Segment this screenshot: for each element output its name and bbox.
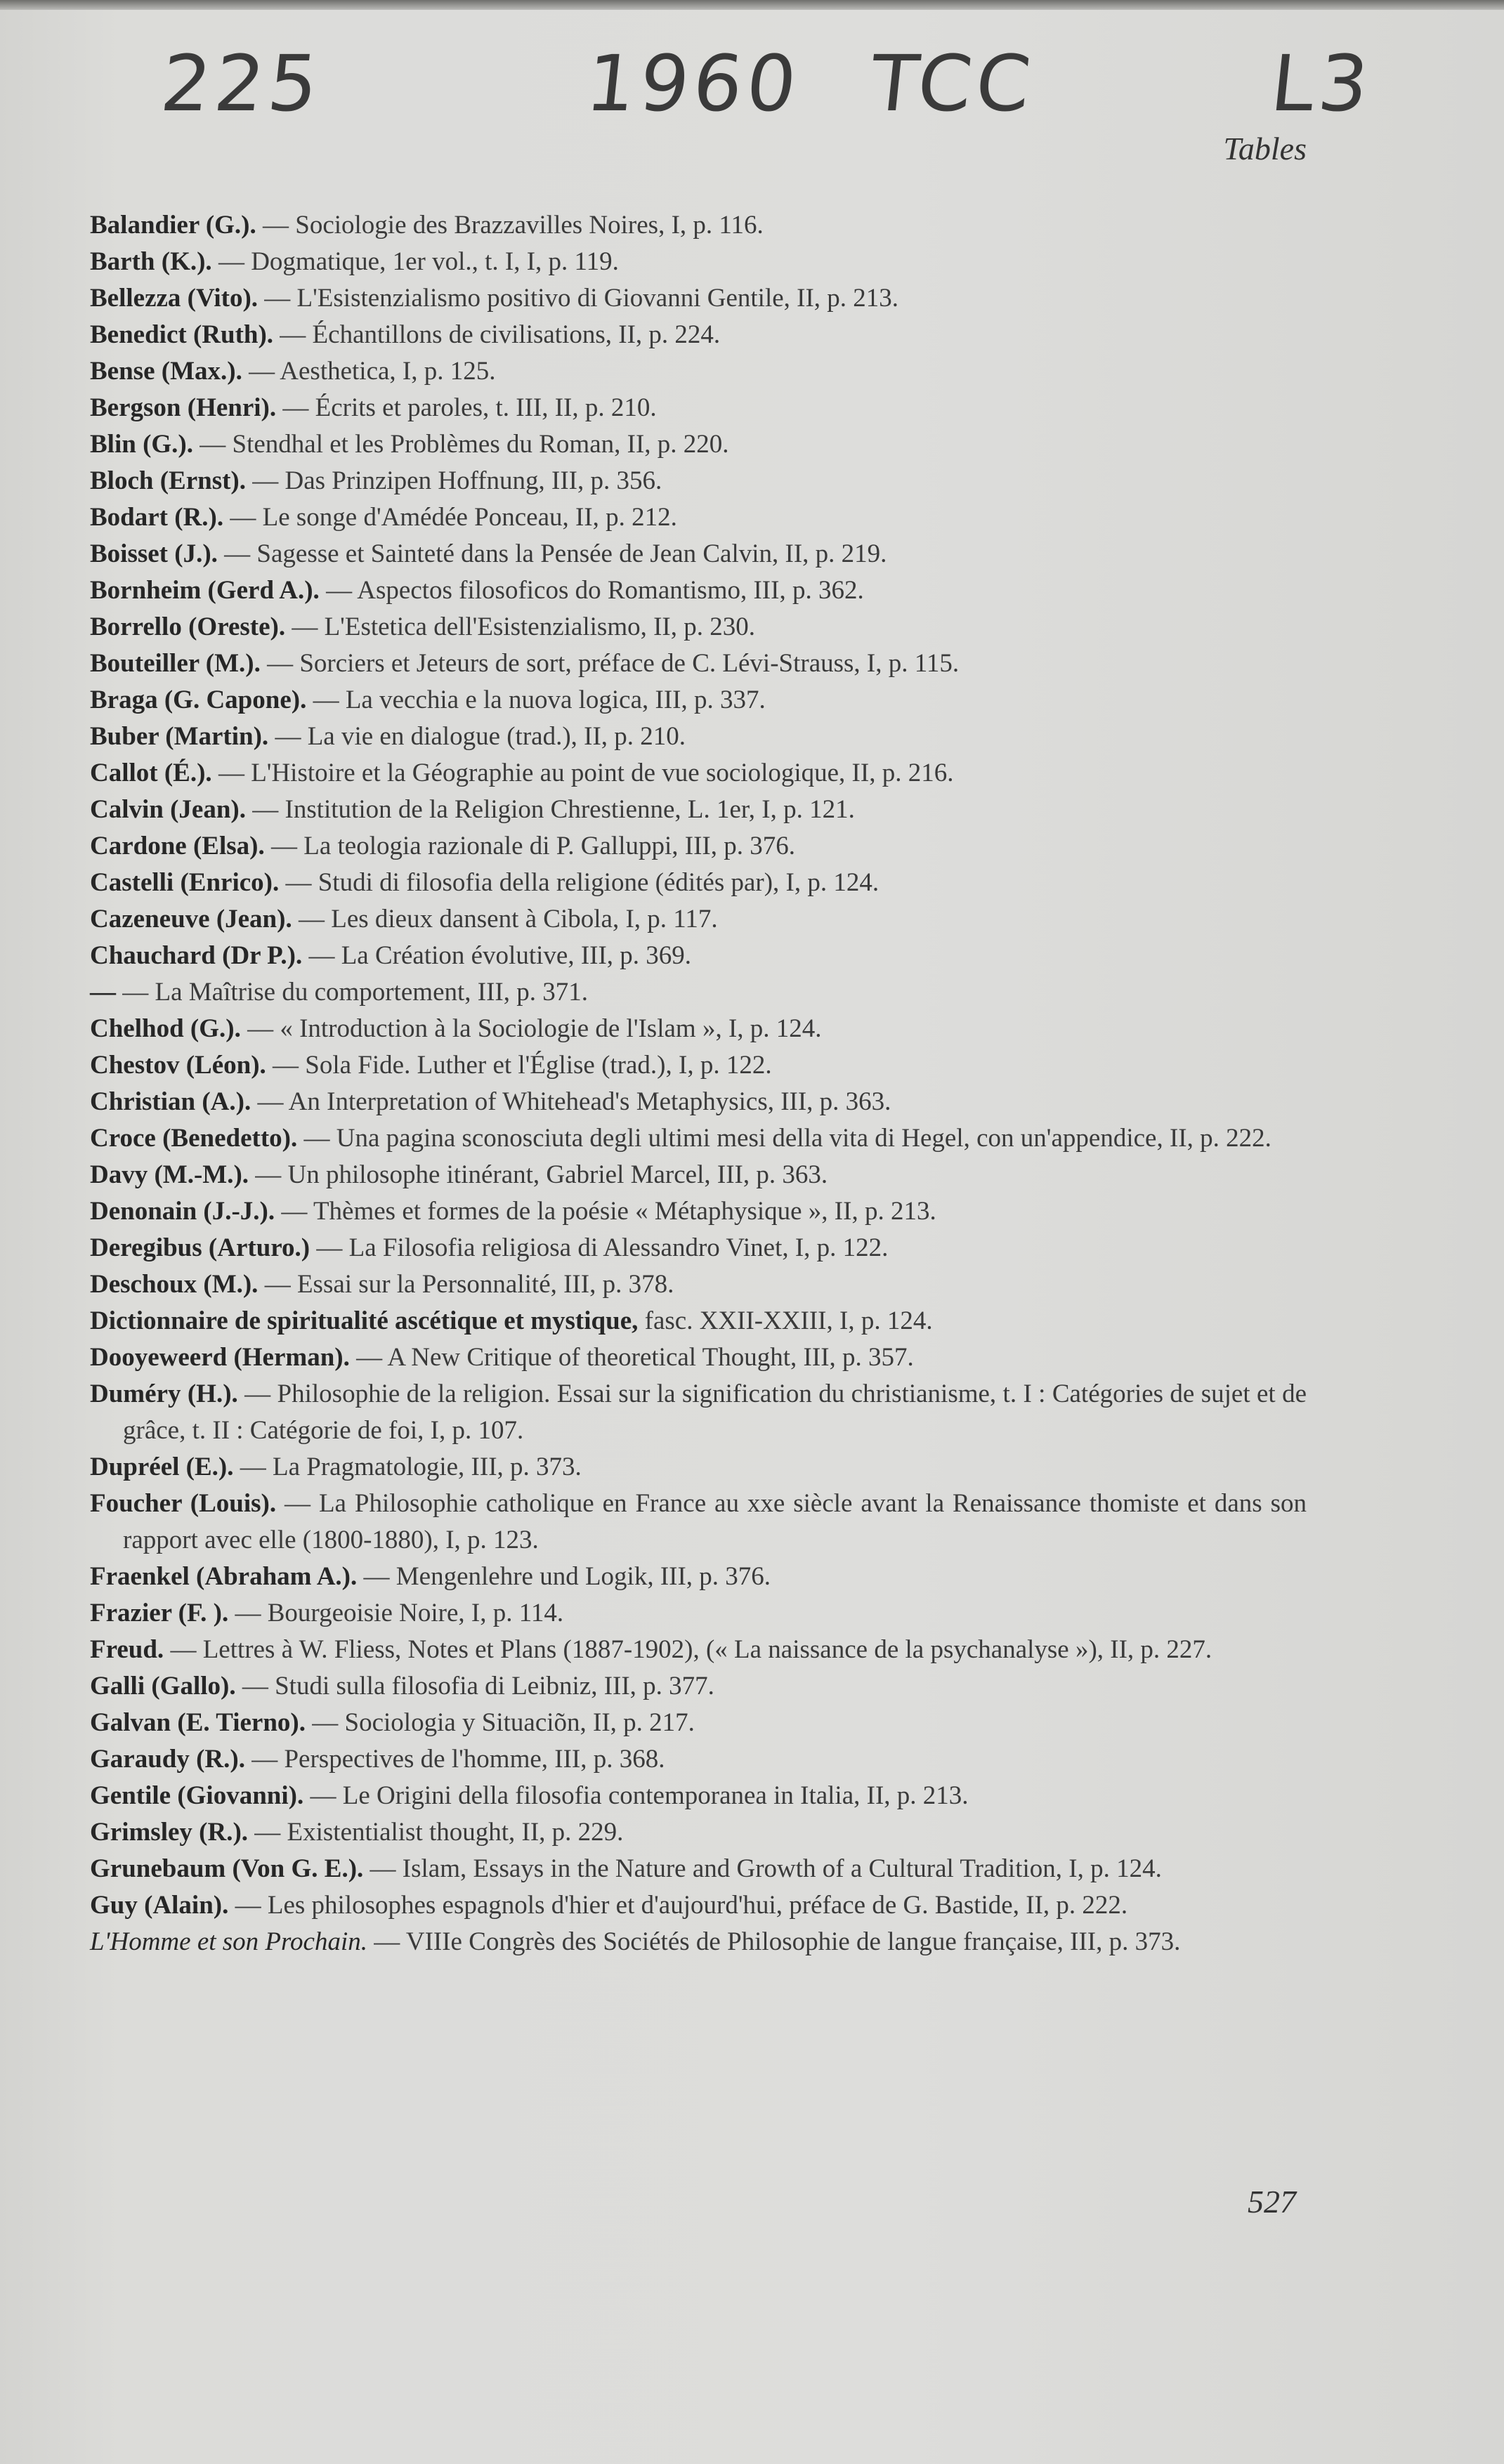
entry-title: — Le Origini della filosofia contemporanea in Italia, II, p. 213. — [303, 1781, 969, 1810]
index-entry — [90, 755, 1307, 792]
handwritten-note-shelf: L3 — [1267, 39, 1378, 129]
entry-title: — La teologia razionale di P. Galluppi, III, p. 376. — [264, 832, 795, 860]
entry-title: — Mengenlehre und Logik, III, p. 376. — [357, 1562, 771, 1591]
entry-title: — A New Critique of theoretical Thought, III, p. 357. — [349, 1343, 914, 1372]
entry-author: Bornheim (Gerd A.). — [90, 576, 320, 605]
running-head: Tables — [1223, 131, 1307, 166]
entry-title: — Sagesse et Sainteté dans la Pensée de Jean Calvin, II, p. 219. — [217, 539, 887, 568]
index-entry — [90, 1084, 1307, 1120]
index-entry — [90, 426, 1307, 463]
index-entry — [90, 317, 1307, 353]
handwritten-note-year: 1960 — [582, 39, 805, 129]
index-entry — [90, 1303, 1307, 1339]
entry-title: — La vie en dialogue (trad.), II, p. 210. — [268, 722, 686, 751]
entry-author: Christian (A.). — [90, 1087, 251, 1116]
index-entry — [90, 1449, 1307, 1486]
entry-author: Bergson (Henri). — [90, 393, 277, 422]
entry-title: — L'Esistenzialismo positivo di Giovanni Gentile, II, p. 213. — [258, 284, 899, 313]
index-entry — [90, 938, 1307, 974]
index-entry — [90, 280, 1307, 317]
index-entry — [90, 1705, 1307, 1741]
entry-title: fasc. XXII-XXIII, I, p. 124. — [638, 1306, 933, 1335]
entry-title: — Perspectives de l'homme, III, p. 368. — [244, 1745, 665, 1774]
entry-title: — Le songe d'Amédée Ponceau, II, p. 212. — [223, 503, 677, 532]
index-entry — [90, 1157, 1307, 1193]
entry-author: Deschoux (M.). — [90, 1270, 259, 1299]
entry-author: Chestov (Léon). — [90, 1051, 266, 1080]
entry-author: Balandier (G.). — [90, 211, 256, 240]
entry-author: Chauchard (Dr P.). — [90, 941, 303, 970]
index-entry — [90, 901, 1307, 938]
entry-title: — Aesthetica, I, p. 125. — [242, 357, 496, 386]
entry-title: — Dogmatique, 1er vol., t. I, I, p. 119. — [211, 247, 619, 276]
entry-title: — Studi sulla filosofia di Leibniz, III, p. 377. — [235, 1672, 714, 1700]
handwritten-note-code: TCC — [866, 39, 1040, 129]
entry-author: Borrello (Oreste). — [90, 612, 286, 641]
entry-title: — Les dieux dansent à Cibola, I, p. 117. — [292, 905, 718, 933]
entry-title: — Sociologie des Brazzavilles Noires, I, p. 116. — [256, 211, 764, 240]
entry-author: Guy (Alain). — [90, 1891, 229, 1920]
entry-author: Callot (É.). — [90, 759, 212, 787]
entry-title: — Sola Fide. Luther et l'Église (trad.), I, p. 122. — [266, 1051, 772, 1080]
index-entry — [90, 1632, 1307, 1668]
entry-title: — Essai sur la Personnalité, III, p. 378. — [258, 1270, 674, 1299]
entry-title: — Thèmes et formes de la poésie « Métaphysique », II, p. 213. — [275, 1197, 936, 1226]
entry-author: Dictionnaire de spiritualité ascétique et mystique, — [90, 1306, 639, 1335]
index-entry — [90, 792, 1307, 828]
index-entry — [90, 499, 1307, 536]
index-entry — [90, 1376, 1307, 1449]
index-entry — [90, 865, 1307, 901]
entry-title: — La vecchia e la nuova logica, III, p. 337. — [306, 686, 766, 714]
entry-author: Freud. — [90, 1635, 164, 1664]
index-entry — [90, 1486, 1307, 1559]
entry-title: — Stendhal et les Problèmes du Roman, II, p. 220. — [193, 430, 729, 459]
entry-author: Duméry (H.). — [90, 1380, 238, 1408]
index-entry — [90, 1011, 1307, 1047]
index-entry — [90, 646, 1307, 682]
scan-edge — [0, 0, 1504, 10]
index-entry — [90, 974, 1307, 1011]
entry-author: Denonain (J.-J.). — [90, 1197, 275, 1226]
index-entry — [90, 1741, 1307, 1778]
entry-title: — L'Estetica dell'Esistenzialismo, II, p. 230. — [285, 612, 755, 641]
entry-title: — An Interpretation of Whitehead's Metaphysics, III, p. 363. — [251, 1087, 891, 1116]
entry-author: — — [90, 978, 116, 1007]
index-entry — [90, 1668, 1307, 1705]
entry-author: Cardone (Elsa). — [90, 832, 265, 860]
entry-title: — Un philosophe itinérant, Gabriel Marcel, III, p. 363. — [249, 1160, 828, 1189]
entry-author: Blin (G.). — [90, 430, 193, 459]
index-entry — [90, 1887, 1307, 1924]
index-entry — [90, 1851, 1307, 1887]
entry-author: Dooyeweerd (Herman). — [90, 1343, 350, 1372]
entry-title: — Philosophie de la religion. Essai sur la signification du christianisme, t. I : Catégories de sujet et de grâce, t. II : Catégorie de foi, I, p. 107. — [123, 1380, 1307, 1445]
entry-title: — La Philosophie catholique en France au xxe siècle avant la Renaissance thomiste et dans son rapport avec elle (1800-1880), I, p. 123. — [123, 1489, 1307, 1554]
index-entry — [90, 353, 1307, 390]
entry-author: Calvin (Jean). — [90, 795, 246, 824]
entry-author: Deregibus (Arturo.) — [90, 1233, 310, 1262]
entry-author: Gentile (Giovanni). — [90, 1781, 304, 1810]
entry-title: — Écrits et paroles, t. III, II, p. 210. — [276, 393, 657, 422]
index-entry — [90, 1595, 1307, 1632]
entry-title: — VIIIe Congrès des Sociétés de Philosophie de langue française, III, p. 373. — [367, 1927, 1181, 1956]
entry-title: — Bourgeoisie Noire, I, p. 114. — [228, 1599, 564, 1627]
index-entry-list — [90, 207, 1307, 1960]
entry-author: Cazeneuve (Jean). — [90, 905, 292, 933]
entry-author: Boisset (J.). — [90, 539, 218, 568]
entry-title: — Les philosophes espagnols d'hier et d'aujourd'hui, préface de G. Bastide, II, p. 222. — [228, 1891, 1128, 1920]
entry-author: Frazier (F. ). — [90, 1599, 229, 1627]
entry-author: Buber (Martin). — [90, 722, 269, 751]
entry-title: — Studi di filosofia della religione (édités par), I, p. 124. — [279, 868, 879, 897]
entry-title: — La Pragmatologie, III, p. 373. — [233, 1453, 582, 1481]
index-entry — [90, 1230, 1307, 1266]
index-entry — [90, 1193, 1307, 1230]
index-entry — [90, 1266, 1307, 1303]
entry-title: — « Introduction à la Sociologie de l'Islam », I, p. 124. — [240, 1014, 822, 1043]
entry-title: — Lettres à W. Fliess, Notes et Plans (1887-1902), (« La naissance de la psychanalyse »), II, p. 227. — [164, 1635, 1212, 1664]
index-entry — [90, 719, 1307, 755]
entry-title: — Sociologia y Situaciõn, II, p. 217. — [306, 1708, 695, 1737]
entry-title: — Échantillons de civilisations, II, p. 224. — [273, 320, 721, 349]
entry-author: Foucher (Louis). — [90, 1489, 277, 1518]
entry-author: Bloch (Ernst). — [90, 466, 246, 495]
entry-title: — L'Histoire et la Géographie au point de vue sociologique, II, p. 216. — [211, 759, 954, 787]
entry-author: Garaudy (R.). — [90, 1745, 245, 1774]
entry-title: — Das Prinzipen Hoffnung, III, p. 356. — [246, 466, 662, 495]
entry-title: — Existentialist thought, II, p. 229. — [248, 1818, 624, 1847]
entry-title: — Islam, Essays in the Nature and Growth of a Cultural Tradition, I, p. 124. — [363, 1854, 1162, 1883]
entry-author: Bellezza (Vito). — [90, 284, 259, 313]
entry-author: Bense (Max.). — [90, 357, 242, 386]
index-entry — [90, 463, 1307, 499]
index-entry — [90, 682, 1307, 719]
entry-author: Fraenkel (Abraham A.). — [90, 1562, 358, 1591]
entry-title: — La Création évolutive, III, p. 369. — [302, 941, 692, 970]
index-entry — [90, 609, 1307, 646]
index-entry — [90, 207, 1307, 244]
entry-author: Grimsley (R.). — [90, 1818, 249, 1847]
entry-author: Benedict (Ruth). — [90, 320, 274, 349]
entry-author: L'Homme et son Prochain. — [90, 1927, 368, 1956]
index-entry — [90, 536, 1307, 572]
index-entry — [90, 1559, 1307, 1595]
handwritten-note-number: 225 — [157, 39, 327, 129]
entry-author: Castelli (Enrico). — [90, 868, 280, 897]
index-entry — [90, 390, 1307, 426]
entry-author: Braga (G. Capone). — [90, 686, 307, 714]
entry-author: Barth (K.). — [90, 247, 212, 276]
index-entry — [90, 1814, 1307, 1851]
index-entry — [90, 244, 1307, 280]
index-entry — [90, 572, 1307, 609]
entry-author: Bouteiller (M.). — [90, 649, 261, 678]
index-entry — [90, 1339, 1307, 1376]
entry-title: — La Filosofia religiosa di Alessandro Vinet, I, p. 122. — [310, 1233, 889, 1262]
entry-author: Galli (Gallo). — [90, 1672, 236, 1700]
index-entry — [90, 1924, 1307, 1960]
page-number: 527 — [1248, 2184, 1296, 2220]
index-entry — [90, 828, 1307, 865]
index-entry — [90, 1047, 1307, 1084]
entry-title: — La Maîtrise du comportement, III, p. 371. — [116, 978, 588, 1007]
entry-author: Grunebaum (Von G. E.). — [90, 1854, 364, 1883]
entry-author: Dupréel (E.). — [90, 1453, 234, 1481]
index-entry — [90, 1778, 1307, 1814]
entry-author: Davy (M.-M.). — [90, 1160, 249, 1189]
entry-title: — Sorciers et Jeteurs de sort, préface de C. Lévi-Strauss, I, p. 115. — [260, 649, 960, 678]
entry-title: — Una pagina sconosciuta degli ultimi mesi della vita di Hegel, con un'appendice, II, p. 222. — [297, 1124, 1271, 1153]
entry-title: — Institution de la Religion Chrestienne, L. 1er, I, p. 121. — [246, 795, 855, 824]
entry-author: Chelhod (G.). — [90, 1014, 241, 1043]
entry-author: Galvan (E. Tierno). — [90, 1708, 306, 1737]
entry-title: — Aspectos filosoficos do Romantismo, III, p. 362. — [319, 576, 864, 605]
index-entry — [90, 1120, 1307, 1157]
entry-author: Croce (Benedetto). — [90, 1124, 298, 1153]
entry-author: Bodart (R.). — [90, 503, 224, 532]
